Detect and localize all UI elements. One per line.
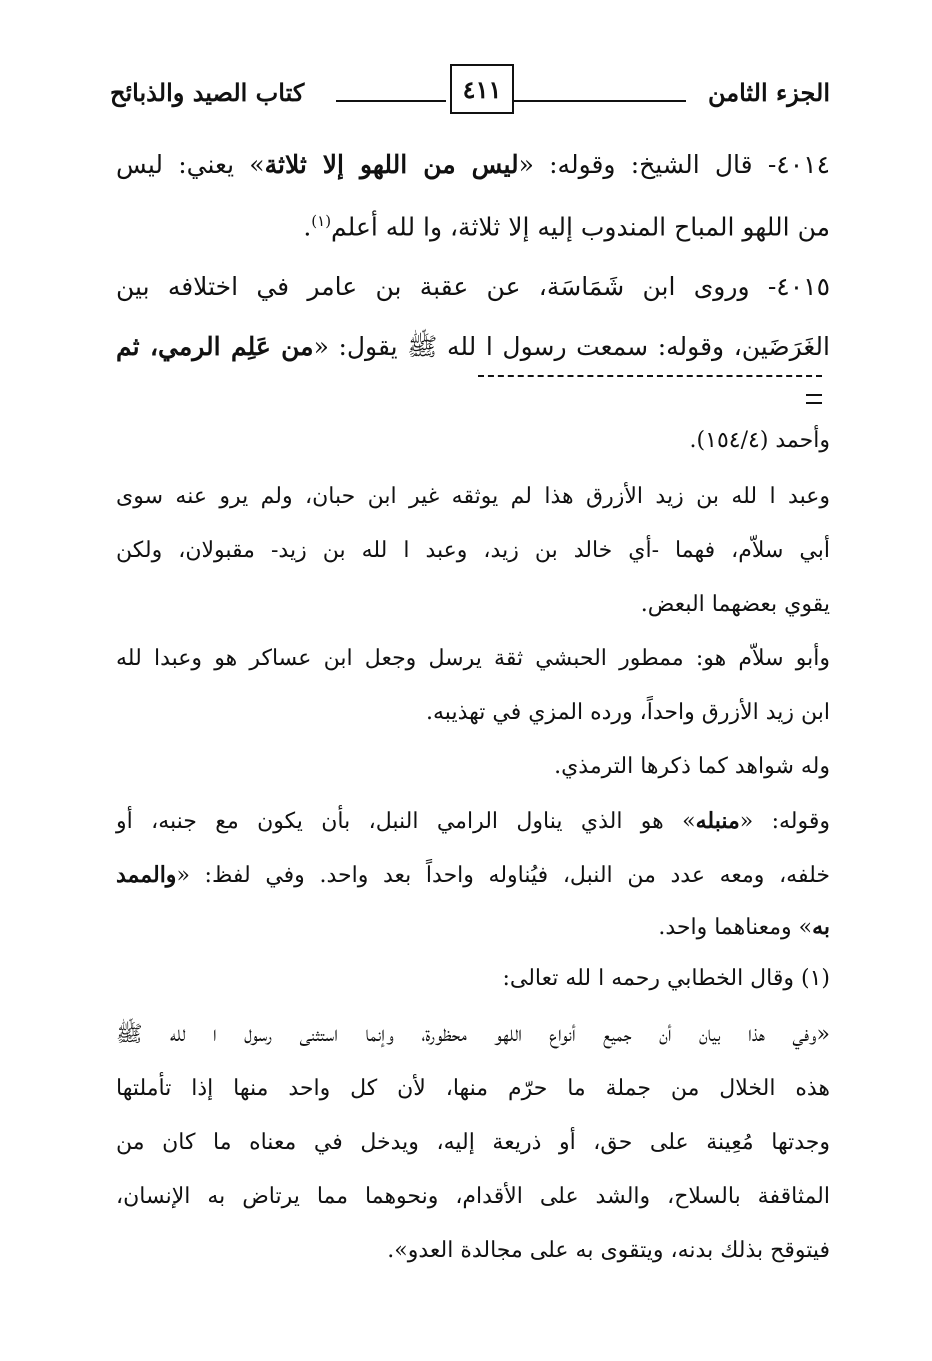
note-line: وعبد ا لله بن زيد الأزرق هذا لم يوثقه غير ابن حبان، ولم يرو عنه سوى <box>116 484 830 509</box>
line-text: » ومعناهما واحد. <box>658 915 813 940</box>
quoted-phrase: من عَلِم الرمي، ثم <box>116 332 314 361</box>
header-rule-left <box>336 100 446 102</box>
note-line: أبي سلاّم، فهما -أي خالد بن زيد، وعبد ا لله بن زيد- مقبولان، ولكن <box>116 538 830 563</box>
page-number-box <box>450 64 514 114</box>
quoted-word: به <box>812 914 830 940</box>
note-line: ابن زيد الأزرق واحداً، ورده المزي في تهذيبه. <box>426 700 830 725</box>
line-text: ٤٠١٥- وروى ابن شَمَاسَة، عن عقبة بن عامر في اختلافه بين <box>116 272 830 301</box>
header-rule-right <box>514 100 686 102</box>
line-text: وقوله: « <box>739 809 830 834</box>
line-text: من اللهو المباح المندوب إليه إلا ثلاثة، وا لله أعلم <box>331 212 830 242</box>
line-text: » هو الذي يناول الرامي النبل، بأن يكون مع جنبه، أو <box>116 809 696 834</box>
paragraph-4014-line-2 <box>303 212 830 242</box>
quoted-word: منبله <box>695 808 740 834</box>
note-line-munbil-2 <box>116 862 830 889</box>
note-line: وأحمد (١٥٤/٤). <box>689 428 830 453</box>
paragraph-4015-line-2 <box>116 332 830 362</box>
footnote-1-line: المثاقفة بالسلاح، والشد على الأقدام، ونحوهما مما يرتاض به الإنسان، <box>116 1184 830 1209</box>
volume-title: الجزء الثامن <box>707 78 830 107</box>
note-line-munbil-1 <box>116 808 830 835</box>
footnote-1-line: «وفي هذا بيان أن جميع أنواع اللهو محظورة، وإنما استثنى رسول ا لله ﷺ <box>116 1022 830 1047</box>
note-line-munbil-3 <box>658 914 830 941</box>
note-line: وله شواهد كما ذكرها الترمذي. <box>554 754 830 779</box>
footnote-separator <box>478 375 822 377</box>
page-header <box>110 64 830 124</box>
footnote-ref: (١) <box>311 212 332 230</box>
paragraph-4014-line-1 <box>116 150 830 180</box>
quoted-word: والممد <box>116 862 177 888</box>
note-line: يقوي بعضهما البعض. <box>640 592 830 617</box>
continuation-mark <box>806 394 822 404</box>
footnote-1-heading: (١) وقال الخطابي رحمه ا لله تعالى: <box>502 966 830 991</box>
line-text: خلفه، ومعه عدد من النبل، فيُناوله واحداً بعد واحد. وفي لفظ: « <box>176 863 830 888</box>
note-line: وأبو سلاّم هو: ممطور الحبشي ثقة يرسل وجعل ابن عساكر هو وعبدا لله <box>116 646 830 671</box>
line-end: . <box>303 212 312 242</box>
footnote-1-line: هذه الخلال من جملة ما حرّم منها، لأن كل واحد منها إذا تأملتها <box>116 1076 830 1101</box>
paragraph-4015-line-1 <box>116 272 830 302</box>
footnote-1-line: وجدتها مُعِينة على حق، أو ذريعة إليه، ويدخل في معناه ما كان من <box>116 1130 830 1155</box>
book-title: كتاب الصيد والذبائح <box>110 78 305 107</box>
quoted-phrase: ليس من اللهو إلا ثلاثة <box>264 150 519 179</box>
line-text: الغَرَضَين، وقوله: سمعت رسول ا لله ﷺ يقول: « <box>313 332 830 361</box>
page-number: ٤١١ <box>462 74 502 104</box>
footnote-1-line: فيتوقح بذلك بدنه، ويتقوى به على مجالدة العدو». <box>387 1238 830 1263</box>
hadith-number-text: ٤٠١٤- قال الشيخ: وقوله: « <box>518 150 831 179</box>
line-text: » يعني: ليس <box>116 150 265 179</box>
